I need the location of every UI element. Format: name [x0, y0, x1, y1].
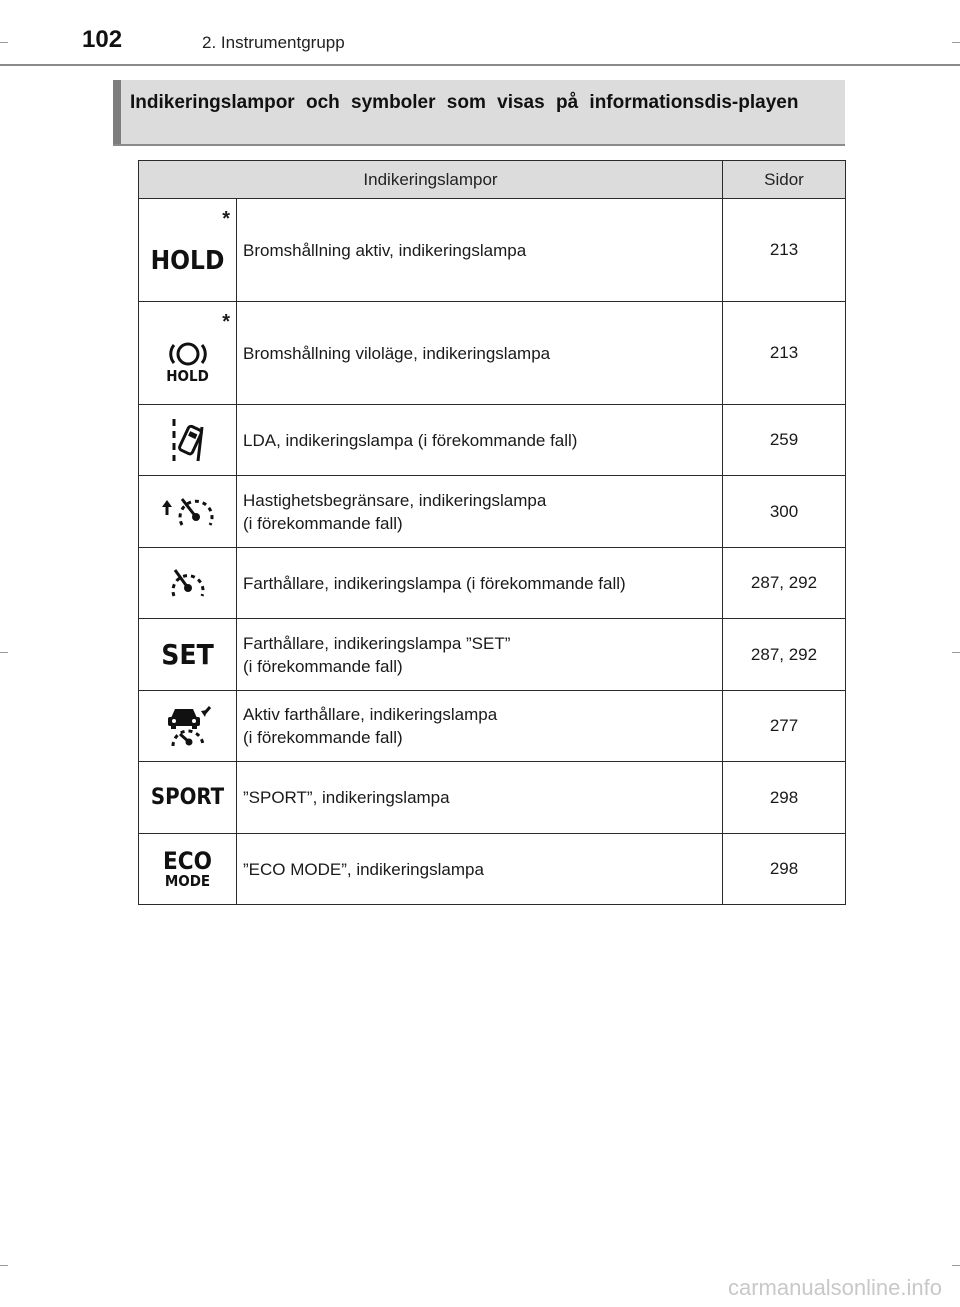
crop-mark — [952, 1265, 960, 1266]
table-row — [139, 548, 846, 619]
description-text: Farthållare, indikeringslampa (i förekommande fall) — [243, 573, 626, 593]
page-reference: 259 — [723, 405, 846, 476]
crop-mark — [952, 652, 960, 653]
description-cell — [237, 405, 723, 476]
page-reference: 213 — [723, 302, 846, 405]
crop-mark — [0, 42, 8, 43]
description-text: ”SPORT”, indikeringslampa — [243, 788, 450, 807]
description-text: Hastighetsbegränsare, indikeringslampa — [243, 490, 547, 510]
page-reference: 300 — [723, 476, 846, 548]
description-text: LDA, indikeringslampa (i förekommande fall) — [243, 430, 578, 450]
table-row — [139, 691, 846, 762]
description-cell — [237, 619, 723, 691]
description-cell — [237, 762, 723, 834]
icon-cell — [139, 405, 237, 476]
icon-cell — [139, 476, 237, 548]
description-cell — [237, 199, 723, 302]
section-accent-bar — [113, 80, 121, 144]
crop-mark — [0, 652, 8, 653]
icon-cell — [139, 619, 237, 691]
description-text: (i förekommande fall) — [243, 728, 403, 747]
description-cell — [237, 476, 723, 548]
sport-icon: SPORT — [150, 785, 225, 810]
description-text: Farthållare, indikeringslampa ”SET” — [243, 633, 511, 653]
brake-hold-standby-icon: HOLD — [165, 340, 211, 385]
table-row — [139, 619, 846, 691]
icon-cell — [139, 834, 237, 905]
table-row — [139, 199, 846, 302]
section-title: Indikeringslampor och symboler som visas på informationsdis-playen — [130, 92, 799, 113]
description-cell — [237, 691, 723, 762]
table-row — [139, 476, 846, 548]
eco-mode-icon: ECO MODE — [163, 847, 212, 890]
active-cruise-control-icon — [163, 704, 213, 748]
speed-limiter-icon — [160, 491, 216, 533]
page-reference: 298 — [723, 762, 846, 834]
icon-cell — [139, 762, 237, 834]
description-text: (i förekommande fall) — [243, 513, 403, 533]
lda-icon — [168, 417, 208, 463]
hold-icon: HOLD — [150, 246, 225, 276]
icon-cell — [139, 199, 237, 302]
icon-cell — [139, 302, 237, 405]
page-reference: 213 — [723, 199, 846, 302]
description-text: Aktiv farthållare, indikeringslampa — [243, 705, 498, 724]
icon-cell — [139, 691, 237, 762]
table-row — [139, 834, 846, 905]
table-row — [139, 302, 846, 405]
crop-mark — [952, 42, 960, 43]
cruise-control-icon — [167, 564, 209, 602]
table-row — [139, 762, 846, 834]
page-reference: 287, 292 — [723, 548, 846, 619]
asterisk-note: * — [222, 208, 230, 230]
description-text: ”ECO MODE”, indikeringslampa — [243, 859, 484, 879]
description-text: Bromshållning aktiv, indikeringslampa — [243, 240, 527, 260]
description-cell — [237, 302, 723, 405]
crop-mark — [0, 1265, 8, 1266]
watermark: carmanualsonline.info — [727, 1275, 942, 1300]
description-cell — [237, 834, 723, 905]
indicator-table — [138, 160, 846, 905]
page-reference: 287, 292 — [723, 619, 846, 691]
icon-cell — [139, 548, 237, 619]
asterisk-note: * — [222, 311, 230, 333]
page-reference: 277 — [723, 691, 846, 762]
chapter-title: 2. Instrumentgrupp — [202, 33, 345, 52]
description-text: Bromshållning viloläge, indikeringslampa — [243, 343, 551, 363]
description-text: (i förekommande fall) — [243, 656, 403, 676]
table-row — [139, 405, 846, 476]
section-heading — [113, 80, 845, 146]
column-header-indicators: Indikeringslampor — [139, 161, 723, 199]
page-reference: 298 — [723, 834, 846, 905]
header-rule — [0, 64, 960, 66]
page-number: 102 — [82, 26, 123, 53]
set-icon: SET — [161, 638, 214, 671]
column-header-pages: Sidor — [723, 161, 846, 199]
description-cell — [237, 548, 723, 619]
table-header-row — [139, 161, 846, 199]
